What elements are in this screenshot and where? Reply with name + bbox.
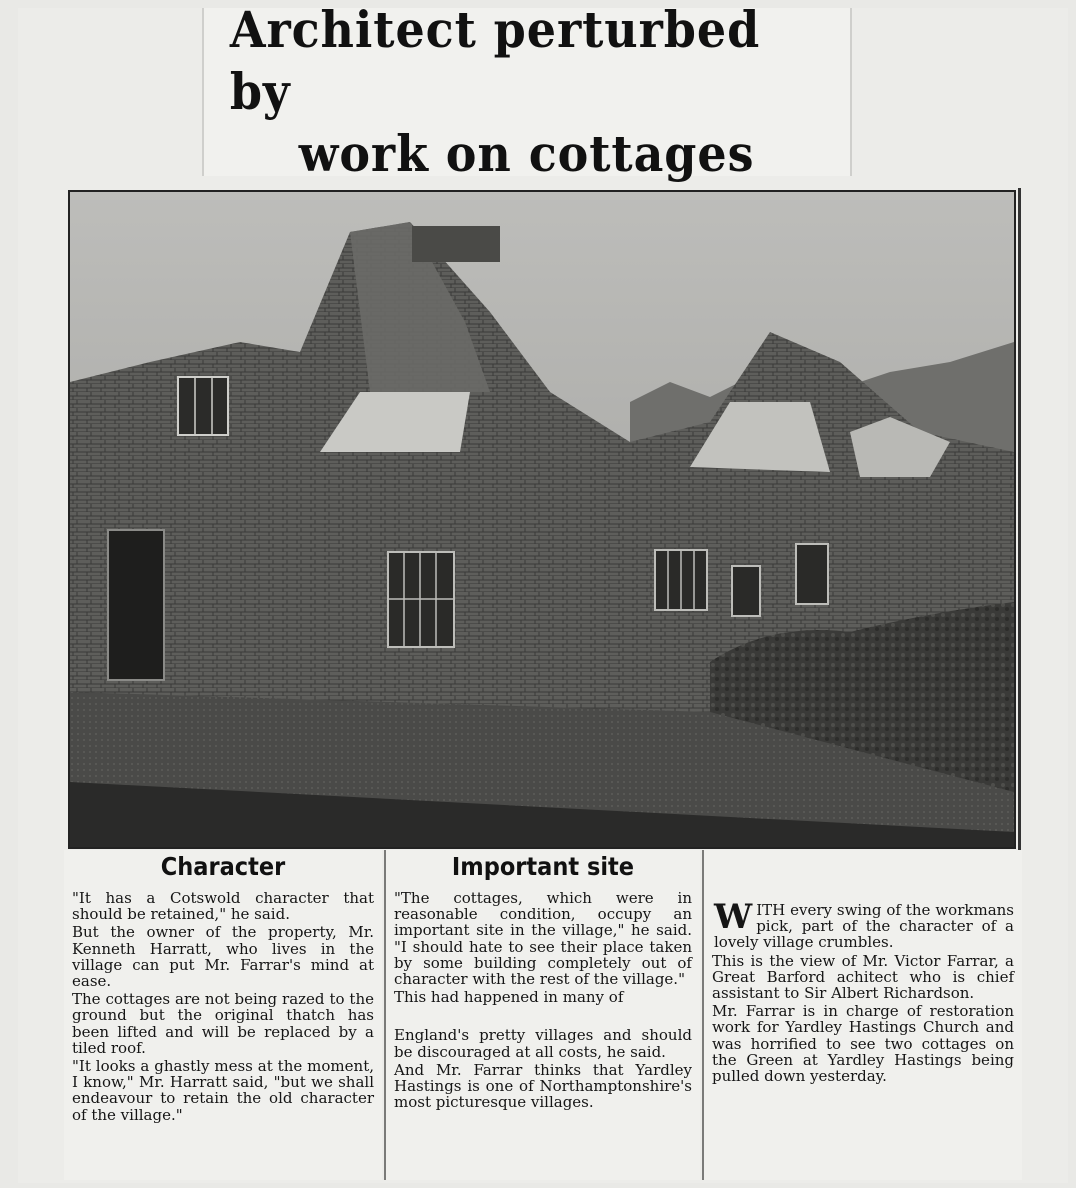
article-paragraph: "It looks a ghastly mess at the moment, I know," Mr. Harratt said, "but we shall endeavour to retain the old character of the village."	[72, 1057, 374, 1124]
upper-window	[178, 377, 228, 435]
photo-illustration	[70, 192, 1014, 847]
chimney-stack	[412, 226, 500, 262]
lead-text: ITH every swing of the workmans pick, part of the character of a lovely village crumbles.	[714, 901, 1014, 952]
article-paragraph: The cottages are not being razed to the ground but the original thatch has been lifted and will be replaced by a tiled roof.	[72, 990, 374, 1057]
lead-paragraph	[714, 897, 1014, 952]
subhead-important-site: Important site	[451, 852, 635, 881]
column-gap	[386, 1007, 700, 1027]
article-paragraph: And Mr. Farrar thinks that Yardley Hastings is one of Northamptonshire's most picturesque villages.	[394, 1060, 692, 1112]
lower-window-3	[732, 566, 760, 616]
cottage-door	[108, 530, 164, 680]
article-paragraph: "It has a Cotswold character that should be retained," he said.	[72, 889, 374, 924]
article-paragraph: "The cottages, which were in reasonable condition, occupy an important site in the village," he said. "I should hate to see their place taken by some building completely out of character with the rest of the village."	[394, 889, 692, 989]
article-column-1	[64, 850, 382, 1180]
article-paragraph: Mr. Farrar is in charge of restoration work for Yardley Hastings Church and was horrified to see two cottages on the Green at Yardley Hastings being pulled down yesterday.	[712, 1002, 1014, 1086]
headline-block	[202, 0, 852, 183]
right-rule	[1018, 188, 1021, 863]
article-column-3	[704, 850, 1022, 1180]
lower-window-4	[796, 544, 828, 604]
newspaper-photo-ruined-cottages	[68, 190, 1016, 849]
article-paragraph: This is the view of Mr. Victor Farrar, a Great Barford achitect who is chief assistant to Sir Albert Richardson.	[712, 951, 1014, 1003]
headline-line-1: Architect perturbed by	[229, 0, 761, 121]
article-paragraph: England's pretty villages and should be discouraged at all costs, he said.	[394, 1026, 692, 1061]
article-column-2	[386, 850, 700, 1180]
article-paragraph: But the owner of the property, Mr. Kenneth Harratt, who lives in the village can put Mr. Farrar's mind at ease.	[72, 923, 374, 991]
headline-line-2: work on cottages	[299, 124, 755, 183]
drop-cap: W	[714, 897, 753, 937]
lead-paragraph-wrap	[704, 850, 1022, 951]
subhead-character: Character	[160, 852, 286, 881]
article-paragraph: This had happened in many of	[394, 988, 624, 1007]
